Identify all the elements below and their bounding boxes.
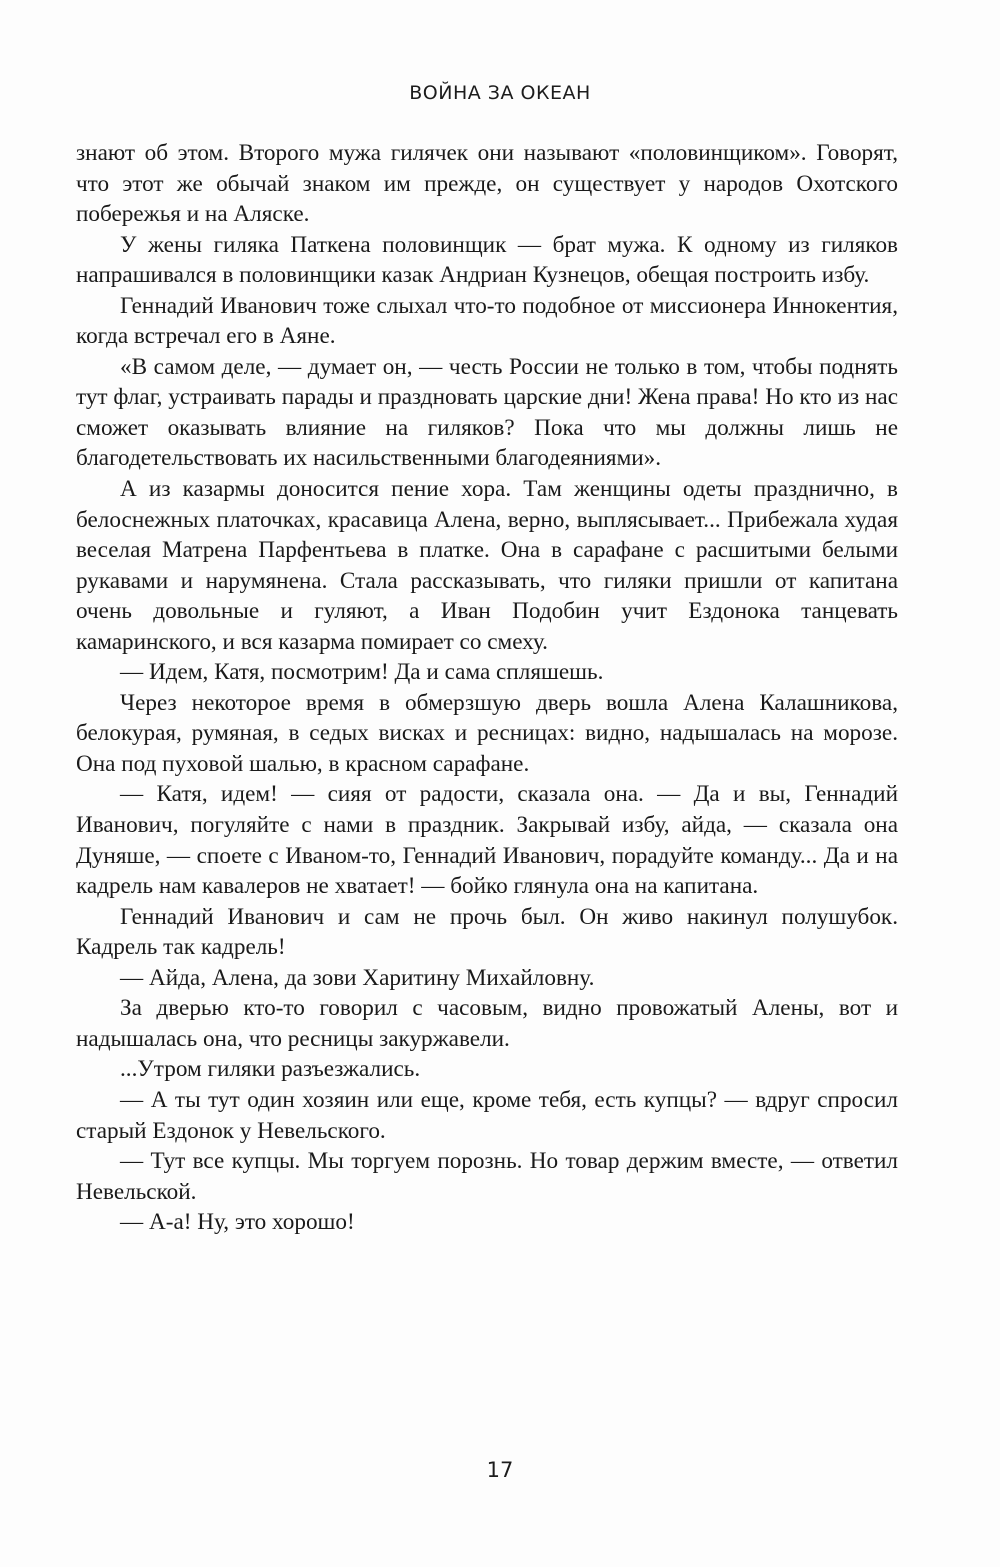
paragraph-2: У жены гиляка Паткена половинщик — брат мужа. К одному из гиляков напрашивался в половинщики казак Андриан Кузнецов, обещая построить избу. <box>76 231 898 289</box>
paragraph-3: Геннадий Иванович тоже слыхал что-то подобное от миссионера Иннокентия, когда встречал его в Аяне. <box>76 292 898 350</box>
paragraph-4: «В самом деле, — думает он, — честь России не только в том, чтобы поднять тут флаг, устраивать парады и праздновать царские дни! Жена права! Но кто из нас сможет оказывать влияние на гиляков? Пока что мы должны лишь не благодетельствовать их насильственными благодеяниями». <box>76 353 898 472</box>
paragraph-15: — А-а! Ну, это хорошо! <box>120 1209 355 1236</box>
paragraph-7: Через некоторое время в обмерзшую дверь вошла Алена Калашникова, белокурая, румяная, в седых висках и ресницах: видно, надышалась на морозе. Она под пуховой шалью, в красном сарафане. <box>76 689 898 777</box>
paragraph-11: За дверью кто-то говорил с часовым, видно провожатый Алены, вот и надышалась она, что ресницы закуржавели. <box>76 995 898 1052</box>
body-text <box>76 138 898 1238</box>
paragraph-9: Геннадий Иванович и сам не прочь был. Он живо накинул полушубок. Кадрель так кадрель! <box>76 903 898 961</box>
paragraph-1: знают об этом. Второго мужа гилячек они называют «половинщиком». Говорят, что этот же обычай знаком им прежде, он существует у народов Охотского побережья и на Аляске. <box>76 140 898 228</box>
paragraph-6: — Идем, Катя, посмотрим! Да и сама спляшешь. <box>120 659 604 686</box>
paragraph-8: — Катя, идем! — сияя от радости, сказала она. — Да и вы, Геннадий Иванович, погуляйте с нами в праздник. Закрывай избу, айда, — сказала она Дуняше, — споете с Иваном-то, Геннадий Иванович, порадуйте команду... Да и на кадрель нам кавалеров не хватает! — бойко глянула она на капитана. <box>76 781 898 900</box>
paragraph-14: — Тут все купцы. Мы торгуем порознь. Но товар держим вместе, — ответил Невельской. <box>76 1148 898 1205</box>
running-head: ВОЙНА ЗА ОКЕАН <box>409 82 591 104</box>
paragraph-12: ...Утром гиляки разъезжались. <box>120 1056 421 1083</box>
paragraph-10: — Айда, Алена, да зови Харитину Михайловну. <box>120 964 595 991</box>
page-number: 17 <box>486 1458 514 1482</box>
paragraph-13: — А ты тут один хозяин или еще, кроме тебя, есть купцы? — вдруг спросил старый Ездонок у Невельского. <box>76 1086 898 1144</box>
paragraph-5: А из казармы доносится пение хора. Там женщины одеты празднично, в белоснежных платочках, красавица Алена, верно, выплясывает... Прибежала худая веселая Матрена Парфентьева в платке. Она в сарафане с расшитыми белыми рукавами и нарумянена. Стала рассказывать, что гиляки пришли от капитана очень довольные и гуляют, а Иван Подобин учит Ездонока танцевать камаринского, и вся казарма помирает со смеху. <box>76 476 898 655</box>
